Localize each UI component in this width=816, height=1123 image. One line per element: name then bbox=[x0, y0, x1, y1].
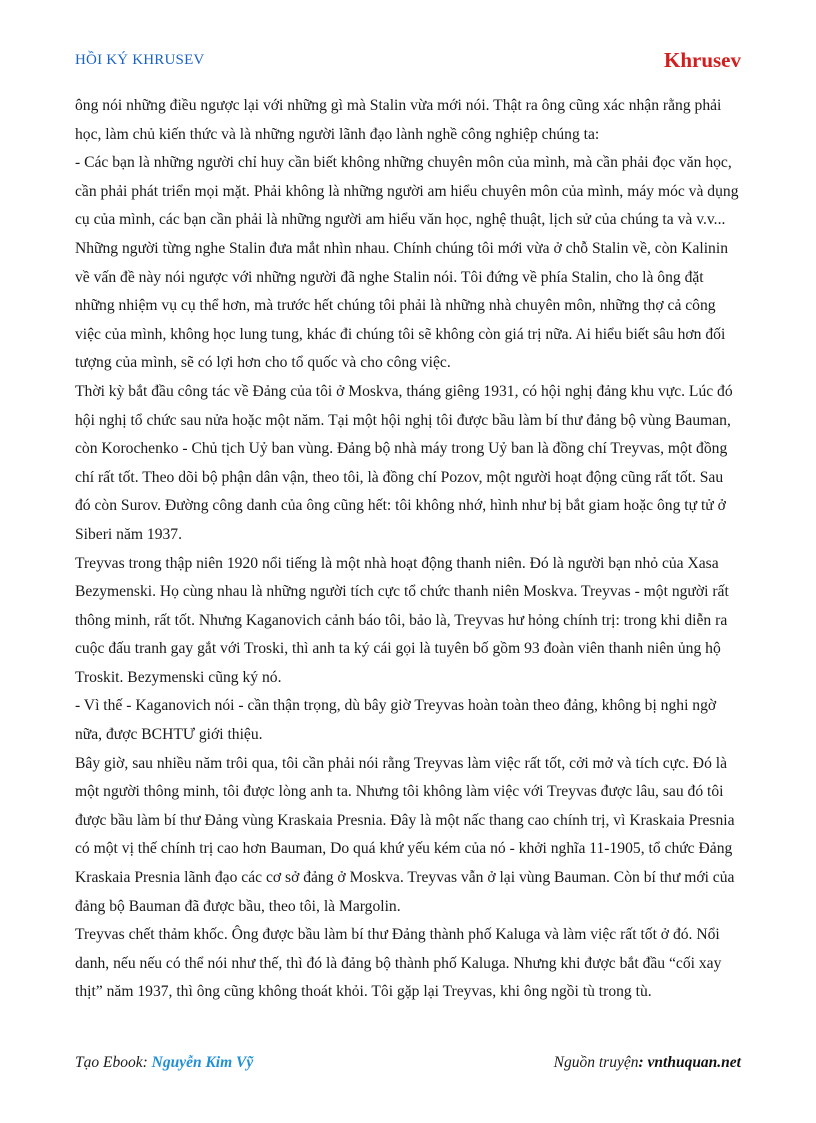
book-title: HỒI KÝ KHRUSEV bbox=[75, 52, 205, 68]
author-brand: Khrusev bbox=[663, 48, 741, 72]
source-separator: : bbox=[638, 1054, 648, 1071]
paragraph: Thời kỳ bắt đầu công tác về Đảng của tôi ở Moskva, tháng giêng 1931, có hội nghị đảng khu vực. Lúc đó hội nghị tổ chức sau nửa hoặc một năm. Tại một hội nghị tôi được bầu làm bí thư đảng bộ vùng Bauman, còn Korochenko - Chủ tịch Uỷ ban vùng. Đảng bộ nhà máy trong Uỷ ban là đồng chí Treyvas, một đồng chí rất tốt. Theo dõi bộ phận dân vận, theo tôi, là đồng chí Pozov, một người hoạt động cũng rất tốt. Sau đó còn Surov. Đường công danh của ông cũng hết: tôi không nhớ, hình như bị bắt giam hoặc ông tự tử ở Siberi năm 1937. bbox=[75, 382, 733, 543]
page-body bbox=[75, 92, 742, 1007]
paragraph: Treyvas chết thảm khốc. Ông được bầu làm bí thư Đảng thành phố Kaluga và làm việc rất tốt ở đó. Nổi danh, nếu nếu có thể nói như thế, thì đó là đảng bộ thành phố Kaluga. Nhưng khi được bắt đầu “cối xay thịt” năm 1937, thì ông cũng không thoát khỏi. Tôi gặp lại Treyvas, khi ông ngồi tù trong tù. bbox=[75, 926, 722, 1001]
ebook-credit bbox=[75, 1054, 253, 1072]
paragraph: - Vì thế - Kaganovich nói - cần thận trọng, dù bây giờ Treyvas hoàn toàn theo đảng, không bị nghi ngờ nữa, được BCHTƯ giới thiệu. bbox=[75, 697, 717, 744]
paragraph: ông nói những điều ngược lại với những gì mà Stalin vừa mới nói. Thật ra ông cũng xác nhận rằng phải học, làm chủ kiến thức và là những người lãnh đạo lành nghề công nghiệp chúng ta: bbox=[75, 97, 722, 143]
page-header bbox=[75, 48, 741, 76]
paragraph: - Các bạn là những người chỉ huy cần biết không những chuyên môn của mình, mà cần phải đọc văn học, cần phải phát triển mọi mặt. Phải không là những người am hiểu chuyên môn của mình, máy móc và dụng cụ của mình, các bạn cần phải là những người am hiểu văn học, nghệ thuật, lịch sử của chúng ta và v.v... bbox=[75, 154, 739, 229]
source-credit bbox=[554, 1054, 741, 1072]
credit-separator: : bbox=[142, 1054, 152, 1071]
credit-label: Tạo Ebook bbox=[75, 1054, 143, 1071]
paragraph: Treyvas trong thập niên 1920 nổi tiếng là một nhà hoạt động thanh niên. Đó là người bạn nhỏ của Xasa Bezymenski. Họ cùng nhau là những người tích cực tổ chức thanh niên Moskva. Treyvas - một người rất thông minh, rất tốt. Nhưng Kaganovich cảnh báo tôi, bảo là, Treyvas hư hỏng chính trị: trong khi diễn ra cuộc đấu tranh gay gắt với Troski, thì anh ta ký cái gọi là tuyên bố gồm 93 đoàn viên thanh niên ủng hộ Troskit. Bezymenski cũng ký nó. bbox=[75, 554, 729, 686]
source-site: vnthuquan.net bbox=[647, 1054, 741, 1071]
page-footer bbox=[75, 1054, 741, 1076]
paragraph: Những người từng nghe Stalin đưa mắt nhìn nhau. Chính chúng tôi mới vừa ở chỗ Stalin về, còn Kalinin về vấn đề này nói ngược với những người đã nghe Stalin nói. Tôi đứng về phía Stalin, cho là ông đặt những nhiệm vụ cụ thể hơn, mà trước hết chúng tôi phải là những nhà chuyên môn, những thợ cả công việc của mình, không học lung tung, khác đi chúng tôi sẽ không còn giá trị nữa. Ai hiểu biết sâu hơn đối tượng của mình, sẽ có lợi hơn cho tổ quốc và cho công việc. bbox=[75, 239, 728, 372]
credit-name: Nguyễn Kim Vỹ bbox=[151, 1054, 254, 1071]
source-label: Nguồn truyện bbox=[553, 1054, 639, 1071]
paragraph: Bây giờ, sau nhiều năm trôi qua, tôi cần phải nói rằng Treyvas làm việc rất tốt, cởi mở và tích cực. Đó là một người thông minh, tôi được lòng anh ta. Nhưng tôi không làm việc với Treyvas được lâu, sau đó tôi được bầu làm bí thư Đảng vùng Kraskaia Presnia. Đây là một nấc thang cao chính trị, vì Kraskaia Presnia có một vị thế chính trị cao hơn Bauman, Do quá khứ yếu kém của nó - khởi nghĩa 11-1905, tổ chức Đảng Kraskaia Presnia lãnh đạo các cơ sở đảng ở Moskva. Treyvas vẫn ở lại vùng Bauman. Còn bí thư mới của đảng bộ Bauman đã được bầu, theo tôi, là Margolin. bbox=[75, 754, 735, 915]
